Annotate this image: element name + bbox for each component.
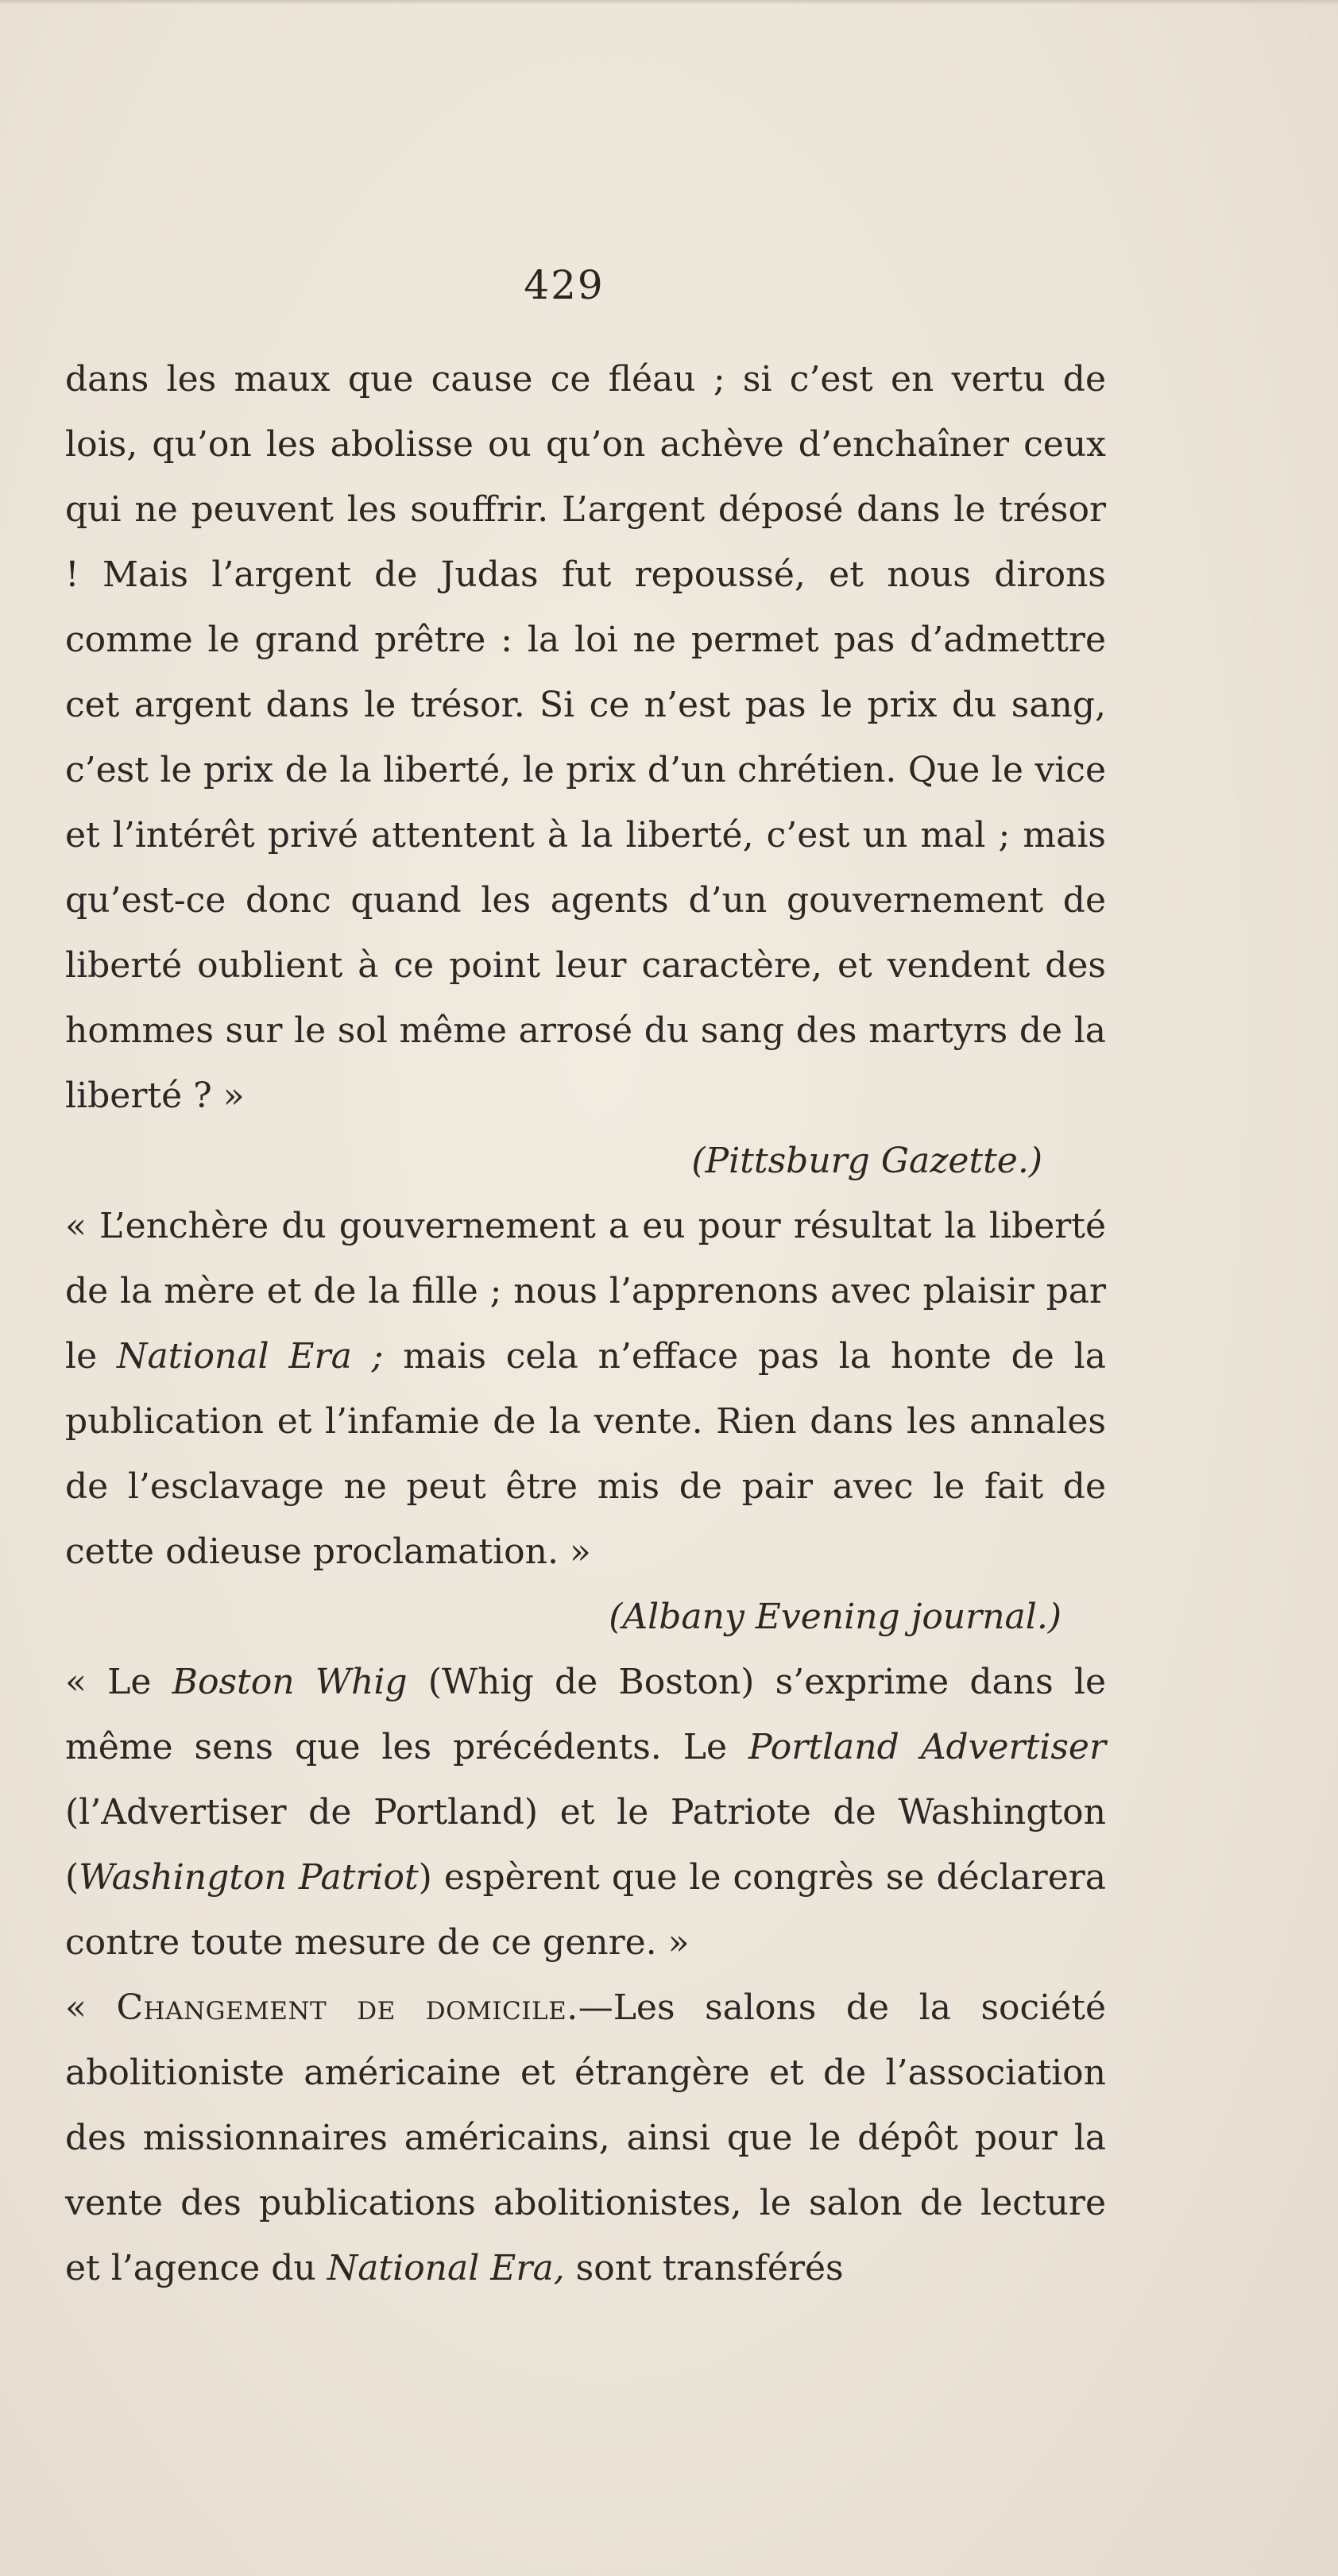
paragraph-2-text-a: « L’enchère du gouvernement a eu pour résultat la liberté de la mère et de la fille ; nous l’apprenons avec plaisir par le — [65, 1206, 1106, 1377]
paragraph-3 — [65, 1650, 1106, 1975]
body-text — [65, 347, 1106, 2301]
paragraph-4-text-e: sont transférés — [564, 2248, 844, 2288]
page-top-edge — [0, 0, 1338, 5]
paragraph-4-text-c: —Les salons de la société abolitioniste américaine et étrangère et de l’association des missionnaires américains, ainsi que le dépôt pour la vente des publications abolitionistes, le salon de lecture et l’agence du — [65, 1987, 1106, 2288]
paragraph-2 — [65, 1194, 1106, 1585]
newspaper-name-national-era: National Era ; — [116, 1336, 384, 1377]
paragraph-1: dans les maux que cause ce fléau ; si c’est en vertu de lois, qu’on les abolisse ou qu’on achève d’enchaîner ceux qui ne peuvent les souffrir. L’argent déposé dans le trésor ! Mais l’argent de Judas fut repoussé, et nous dirons comme le grand prêtre : la loi ne permet pas d’admettre cet argent dans le trésor. Si ce n’est pas le prix du sang, c’est le prix de la liberté, le prix d’un chrétien. Que le vice et l’intérêt privé attentent à la liberté, c’est un mal ; mais qu’est-ce donc quand les agents d’un gouvernement de liberté oublient à ce point leur caractère, et vendent des hommes sur le sol même arrosé du sang des martyrs de la liberté ? » — [65, 359, 1106, 1116]
newspaper-name-boston-whig: Boston Whig — [172, 1662, 408, 1702]
paragraph-4-text-a: « — [65, 1987, 117, 2028]
newspaper-name-national-era-2: National Era, — [327, 2248, 565, 2288]
paragraph-3-text-e: (l’Advertiser de Portland) et le Patriote de Washington ( — [65, 1792, 1106, 1898]
paragraph-3-text-a: « Le — [65, 1662, 172, 1702]
paragraph-3-text-c: (Whig de Boston) s’exprime dans le même sens que les précédents. Le — [65, 1662, 1106, 1767]
newspaper-name-portland-advertiser: Portland Advertiser — [748, 1727, 1106, 1767]
page-number: 429 — [524, 262, 605, 308]
source-citation-albany: (Albany Evening journal.) — [609, 1597, 1062, 1637]
section-heading-changement-de-domicile: Changement de domicile. — [116, 1987, 578, 2028]
source-citation-pittsburg: (Pittsburg Gazette.) — [691, 1141, 1042, 1181]
paragraph-3-text-g: ) espèrent que le congrès se déclarera contre toute mesure de ce genre. » — [65, 1857, 1106, 1963]
newspaper-name-washington-patriot: Washington Patriot — [79, 1857, 419, 1898]
paragraph-4 — [65, 1975, 1106, 2301]
paragraph-2-text-c: mais cela n’efface pas la honte de la publication et l’infamie de la vente. Rien dans les annales de l’esclavage ne peut être mis de pair avec le fait de cette odieuse proclamation. » — [65, 1336, 1106, 1572]
